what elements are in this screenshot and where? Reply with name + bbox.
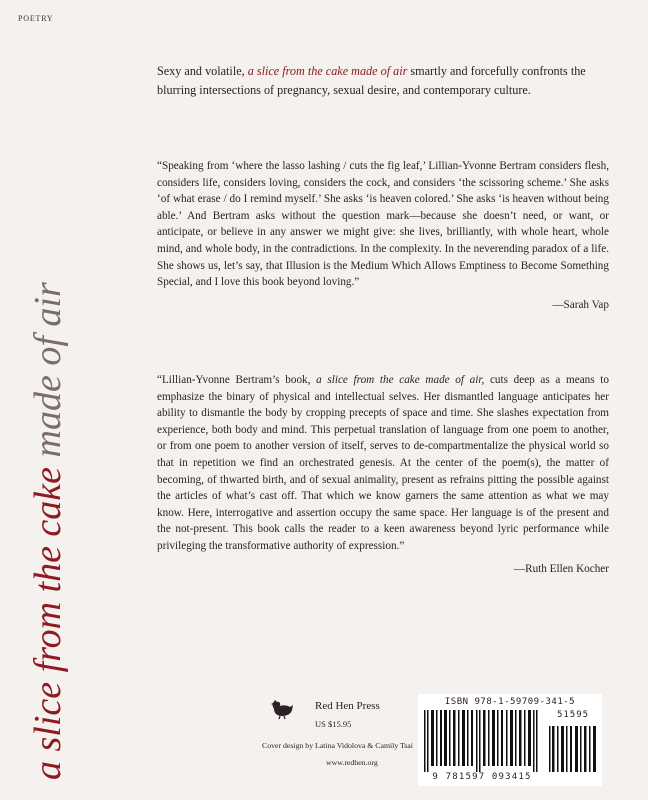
quote-sarah-vap bbox=[157, 158, 609, 313]
spine-title-part1: a slice from the cake bbox=[27, 466, 69, 780]
cover-design-credit: Cover design by Latina Vidolova & Camily Tsai bbox=[262, 741, 413, 750]
quote-text-start: “Lillian-Yvonne Bertram’s book, bbox=[157, 374, 317, 386]
genre-label: POETRY bbox=[18, 14, 54, 23]
quote-text: “Speaking from ‘where the lasso lashing / cuts the fig leaf,’ Lillian-Yvonne Bertram considers flesh, considers life, considers loving, considers the cock, and considers ‘the scissoring scheme.’ She asks ‘of what erase / do I remind myself.’ She asks ‘is heaven colored.’ She asks ‘is heaven without being able.’ And Bertram asks without the question mark—because she doesn’t need, or want, or anticipate, or believe in any answer we might give: she lives, brilliantly, with whole heart, whole mind, and whole body, in the contradictions. In the complexity. In the neverending paradox of a life. She shows us, let’s say, that Illusion is the Medium Which Allows Emptiness to Become Something Special, and I love this book beyond loving.” bbox=[157, 160, 609, 289]
spine-title-text bbox=[26, 240, 70, 780]
ean-barcode-bars bbox=[422, 710, 542, 772]
quote-book-title: a slice from the cake made of air, bbox=[316, 374, 485, 386]
hen-icon bbox=[270, 698, 294, 720]
intro-book-title: a slice from the cake made of air bbox=[247, 64, 408, 78]
quote-attribution: —Ruth Ellen Kocher bbox=[513, 562, 609, 575]
price: US $15.95 bbox=[315, 719, 352, 729]
ean-number: 9 781597 093415 bbox=[432, 772, 532, 782]
intro-text-start: Sexy and volatile, bbox=[157, 64, 248, 78]
quote-text-end: cuts deep as a means to emphasize the binary of physical and intellectual selves. Her dismantled language anticipates her ability to dismantle the body by cropping precepts of space and time. She slashes expectation from experience, both body and mind. This perpetual translation of language from one poem to another, or from one poem to another version of itself, serves to de-compartmentalize the physical world so that in repetition we find an orchestrated genesis. At the center of the poem(s), the matter of becoming, of thwarted birth, and of sexual animality, present as refrains pitting the possible against the articles of what’s cast off. That which we know garners the same attention as what we may know. Here, interrogative and assertion occupy the same space. Her language is of the present and the not-present. This book calls the reader to a keen awareness beyond lyric performance while privileging the transformative authority of expression.” bbox=[157, 374, 609, 552]
isbn-label: ISBN 978-1-59709-341-5 bbox=[444, 697, 576, 707]
intro-blurb bbox=[157, 62, 609, 100]
barcode bbox=[418, 694, 602, 786]
publisher-name: Red Hen Press bbox=[315, 700, 380, 712]
spine-title-part2: made of air bbox=[27, 282, 69, 458]
addon-barcode-bars bbox=[548, 726, 598, 772]
spine-title bbox=[22, 240, 72, 780]
addon-code: 51595 bbox=[556, 710, 590, 720]
intro-text-end: smartly and forcefully confronts the blurring intersections of pregnancy, sexual desire, and contemporary culture. bbox=[157, 64, 586, 97]
quote-attribution: —Sarah Vap bbox=[552, 298, 609, 311]
publisher-url: www.redhen.org bbox=[326, 758, 378, 767]
quote-ruth-ellen-kocher bbox=[157, 372, 609, 577]
